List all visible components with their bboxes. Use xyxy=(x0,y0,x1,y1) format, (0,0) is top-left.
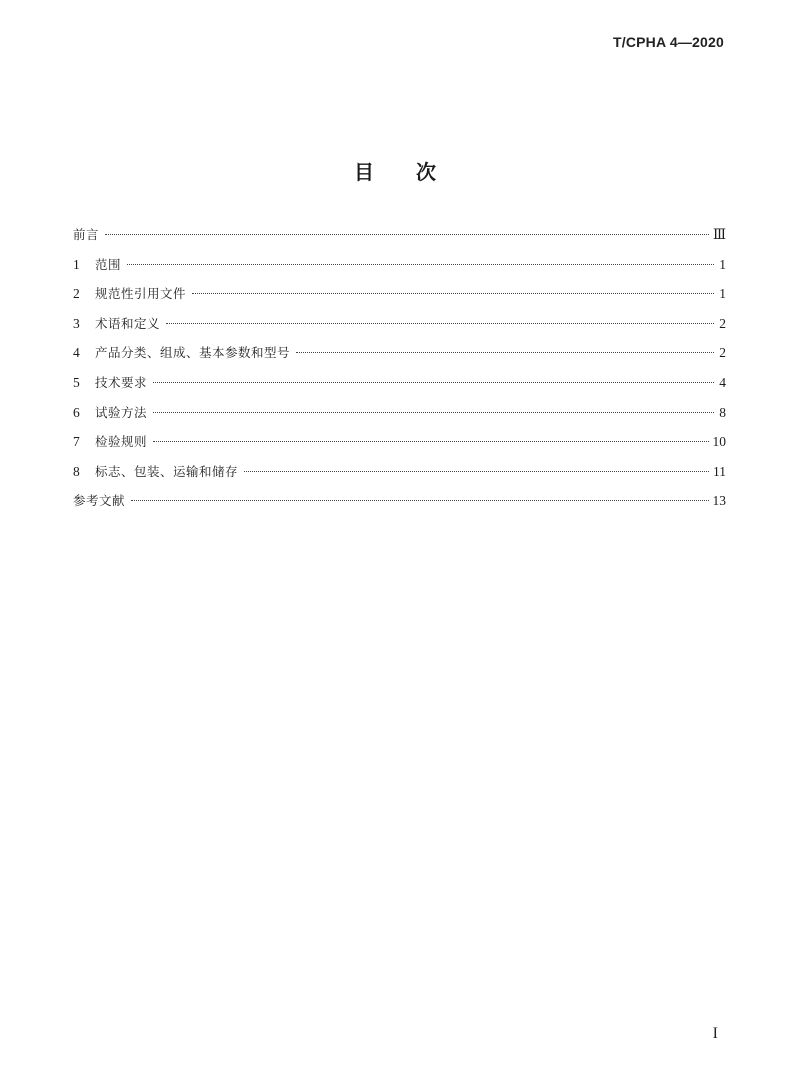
toc-entry-page: 13 xyxy=(712,493,726,509)
toc-entry-number: 7 xyxy=(73,434,80,450)
toc-entry-label: 前言 xyxy=(73,227,100,242)
toc-entry-number: 8 xyxy=(73,463,80,479)
toc-entry-number: 6 xyxy=(73,404,80,420)
toc-entry-label: 技术要求 xyxy=(95,374,148,390)
toc-entry-label: 规范性引用文件 xyxy=(95,286,187,302)
toc-entry-number: 2 xyxy=(73,286,80,302)
toc-dot-leader xyxy=(131,500,708,501)
toc-dot-leader xyxy=(192,293,714,294)
toc-entry-page: 2 xyxy=(719,315,726,331)
toc-entry-test-methods[interactable] xyxy=(73,403,726,433)
toc-entry-page: Ⅲ xyxy=(712,227,726,242)
toc-entry-page: 1 xyxy=(719,256,726,272)
toc-entry-terms-definitions[interactable] xyxy=(73,314,726,344)
page-number: I xyxy=(712,1025,718,1042)
document-code: T/CPHA 4—2020 xyxy=(612,34,724,50)
toc-dot-leader xyxy=(296,352,714,353)
toc-entry-number: 3 xyxy=(73,315,80,331)
toc-dot-leader xyxy=(153,412,714,413)
toc-title-char-2: 次 xyxy=(416,160,436,184)
toc-entry-label: 试验方法 xyxy=(95,404,148,420)
toc-entry-label: 术语和定义 xyxy=(95,315,161,331)
toc-entry-label: 标志、包装、运输和储存 xyxy=(95,463,239,479)
toc-entry-page: 8 xyxy=(719,404,726,420)
toc-dot-leader xyxy=(166,323,714,324)
toc-entry-label: 范围 xyxy=(95,256,122,272)
toc-entry-page: 10 xyxy=(712,434,726,450)
toc-entry-label: 产品分类、组成、基本参数和型号 xyxy=(95,345,291,361)
toc-entry-number: 5 xyxy=(73,374,80,390)
toc-entry-page: 2 xyxy=(719,345,726,361)
toc-entry-label: 检验规则 xyxy=(95,434,148,450)
toc-entry-inspection-rules[interactable] xyxy=(73,432,726,462)
toc-entry-scope[interactable] xyxy=(73,255,726,285)
toc-list xyxy=(73,225,726,521)
toc-title-char-1: 目 xyxy=(354,160,374,184)
toc-dot-leader xyxy=(127,264,714,265)
toc-entry-page: 1 xyxy=(719,286,726,302)
toc-entry-foreword[interactable] xyxy=(73,225,726,255)
toc-entry-page: 4 xyxy=(719,374,726,390)
toc-entry-technical-requirements[interactable] xyxy=(73,373,726,403)
toc-entry-number: 4 xyxy=(73,345,80,361)
toc-entry-label: 参考文献 xyxy=(73,493,126,509)
toc-dot-leader xyxy=(153,441,708,442)
toc-entry-number: 1 xyxy=(73,256,80,272)
toc-dot-leader xyxy=(244,471,709,472)
toc-entry-normative-references[interactable] xyxy=(73,284,726,314)
toc-entry-page: 11 xyxy=(713,463,726,479)
toc-entry-bibliography[interactable] xyxy=(73,491,726,521)
toc-entry-classification[interactable] xyxy=(73,343,726,373)
toc-dot-leader xyxy=(153,382,714,383)
toc-title xyxy=(0,156,790,185)
toc-entry-marking-packaging[interactable] xyxy=(73,462,726,492)
toc-dot-leader xyxy=(105,234,709,235)
